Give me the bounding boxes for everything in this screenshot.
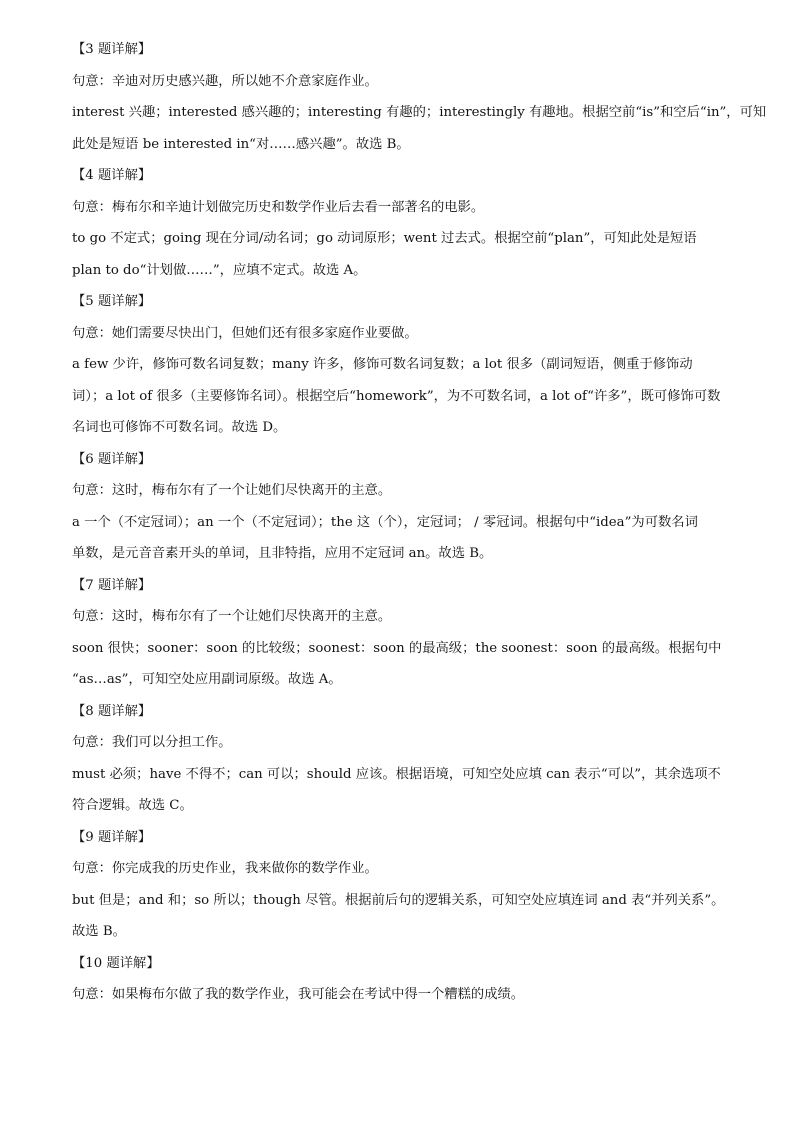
text-line: 句意：这时，梅布尔有了一个让她们尽快离开的主意。 <box>72 609 392 624</box>
text-line: a 一个（不定冠词）；an 一个（不定冠词）；the 这（个），定冠词； / 零冠词。根据句中“idea”为可数名词 <box>72 514 698 530</box>
text-line: 句意：她们需要尽快出门，但她们还有很多家庭作业要做。 <box>72 325 418 341</box>
text-line: 句意：你完成我的历史作业，我来做你的数学作业。 <box>72 861 378 876</box>
text-line: “as…as”，可知空处应用副词原级。故选 A。 <box>72 672 342 687</box>
text-line: plan to do“计划做……”，应填不定式。故选 A。 <box>72 262 367 278</box>
text-line: 单数，是元音音素开头的单词，且非特指，应用不定冠词 an。故选 B。 <box>72 546 493 561</box>
text-line: 名词也可修饰不可数名词。故选 D。 <box>72 420 287 435</box>
text-line: interest 兴趣；interested 感兴趣的；interesting 有趣的；interestingly 有趣地。根据空前“is”和空后“in”，可知 <box>72 105 767 120</box>
text-line: must 必须；have 不得不；can 可以；should 应该。根据语境，可知空处应填 can 表示“可以”，其余选项不 <box>72 766 721 782</box>
text-line: 故选 B。 <box>72 924 126 939</box>
text-line: 句意：梅布尔和辛迪计划做完历史和数学作业后去看一部著名的电影。 <box>72 199 485 215</box>
section-heading: 【3 题详解】 <box>72 42 152 57</box>
section-9 <box>72 822 724 948</box>
answer-explanations <box>72 34 767 1011</box>
section-3 <box>72 34 767 160</box>
section-heading: 【9 题详解】 <box>72 829 152 845</box>
section-heading: 【8 题详解】 <box>72 703 152 719</box>
text-line: 句意：如果梅布尔做了我的数学作业，我可能会在考试中得一个糟糕的成绩。 <box>72 987 525 1002</box>
section-heading: 【7 题详解】 <box>72 577 152 593</box>
section-heading: 【5 题详解】 <box>72 294 152 309</box>
text-line: but 但是；and 和；so 所以；though 尽管。根据前后句的逻辑关系，可知空处应填连词 and 表“并列关系”。 <box>72 892 725 908</box>
section-7 <box>72 570 724 696</box>
text-line: 此处是短语 be interested in“对……感兴趣”。故选 B。 <box>72 136 410 152</box>
section-heading: 【6 题详解】 <box>72 451 152 467</box>
section-8 <box>72 696 724 822</box>
section-heading: 【4 题详解】 <box>72 168 152 183</box>
text-line: soon 很快；sooner：soon 的比较级；soonest：soon 的最高级；the soonest：soon 的最高级。根据句中 <box>72 640 722 656</box>
section-5 <box>72 286 724 444</box>
section-10 <box>72 948 724 1011</box>
text-line: a few 少许，修饰可数名词复数；many 许多，修饰可数名词复数；a lot 很多（副词短语，侧重于修饰动 <box>72 357 693 372</box>
section-6 <box>72 444 724 570</box>
text-line: to go 不定式；going 现在分词/动名词；go 动词原形；went 过去式。根据空前“plan”，可知此处是短语 <box>72 231 697 246</box>
section-heading: 【10 题详解】 <box>72 955 160 971</box>
text-line: 句意：我们可以分担工作。 <box>72 735 232 750</box>
text-line: 词）；a lot of 很多（主要修饰名词）。根据空后“homework”，为不可数名词，a lot of“许多”，既可修饰可数 <box>72 388 721 404</box>
text-line: 符合逻辑。故选 C。 <box>72 798 193 813</box>
text-line: 句意：辛迪对历史感兴趣，所以她不介意家庭作业。 <box>72 73 378 89</box>
section-4 <box>72 160 724 286</box>
text-line: 句意：这时，梅布尔有了一个让她们尽快离开的主意。 <box>72 483 392 498</box>
